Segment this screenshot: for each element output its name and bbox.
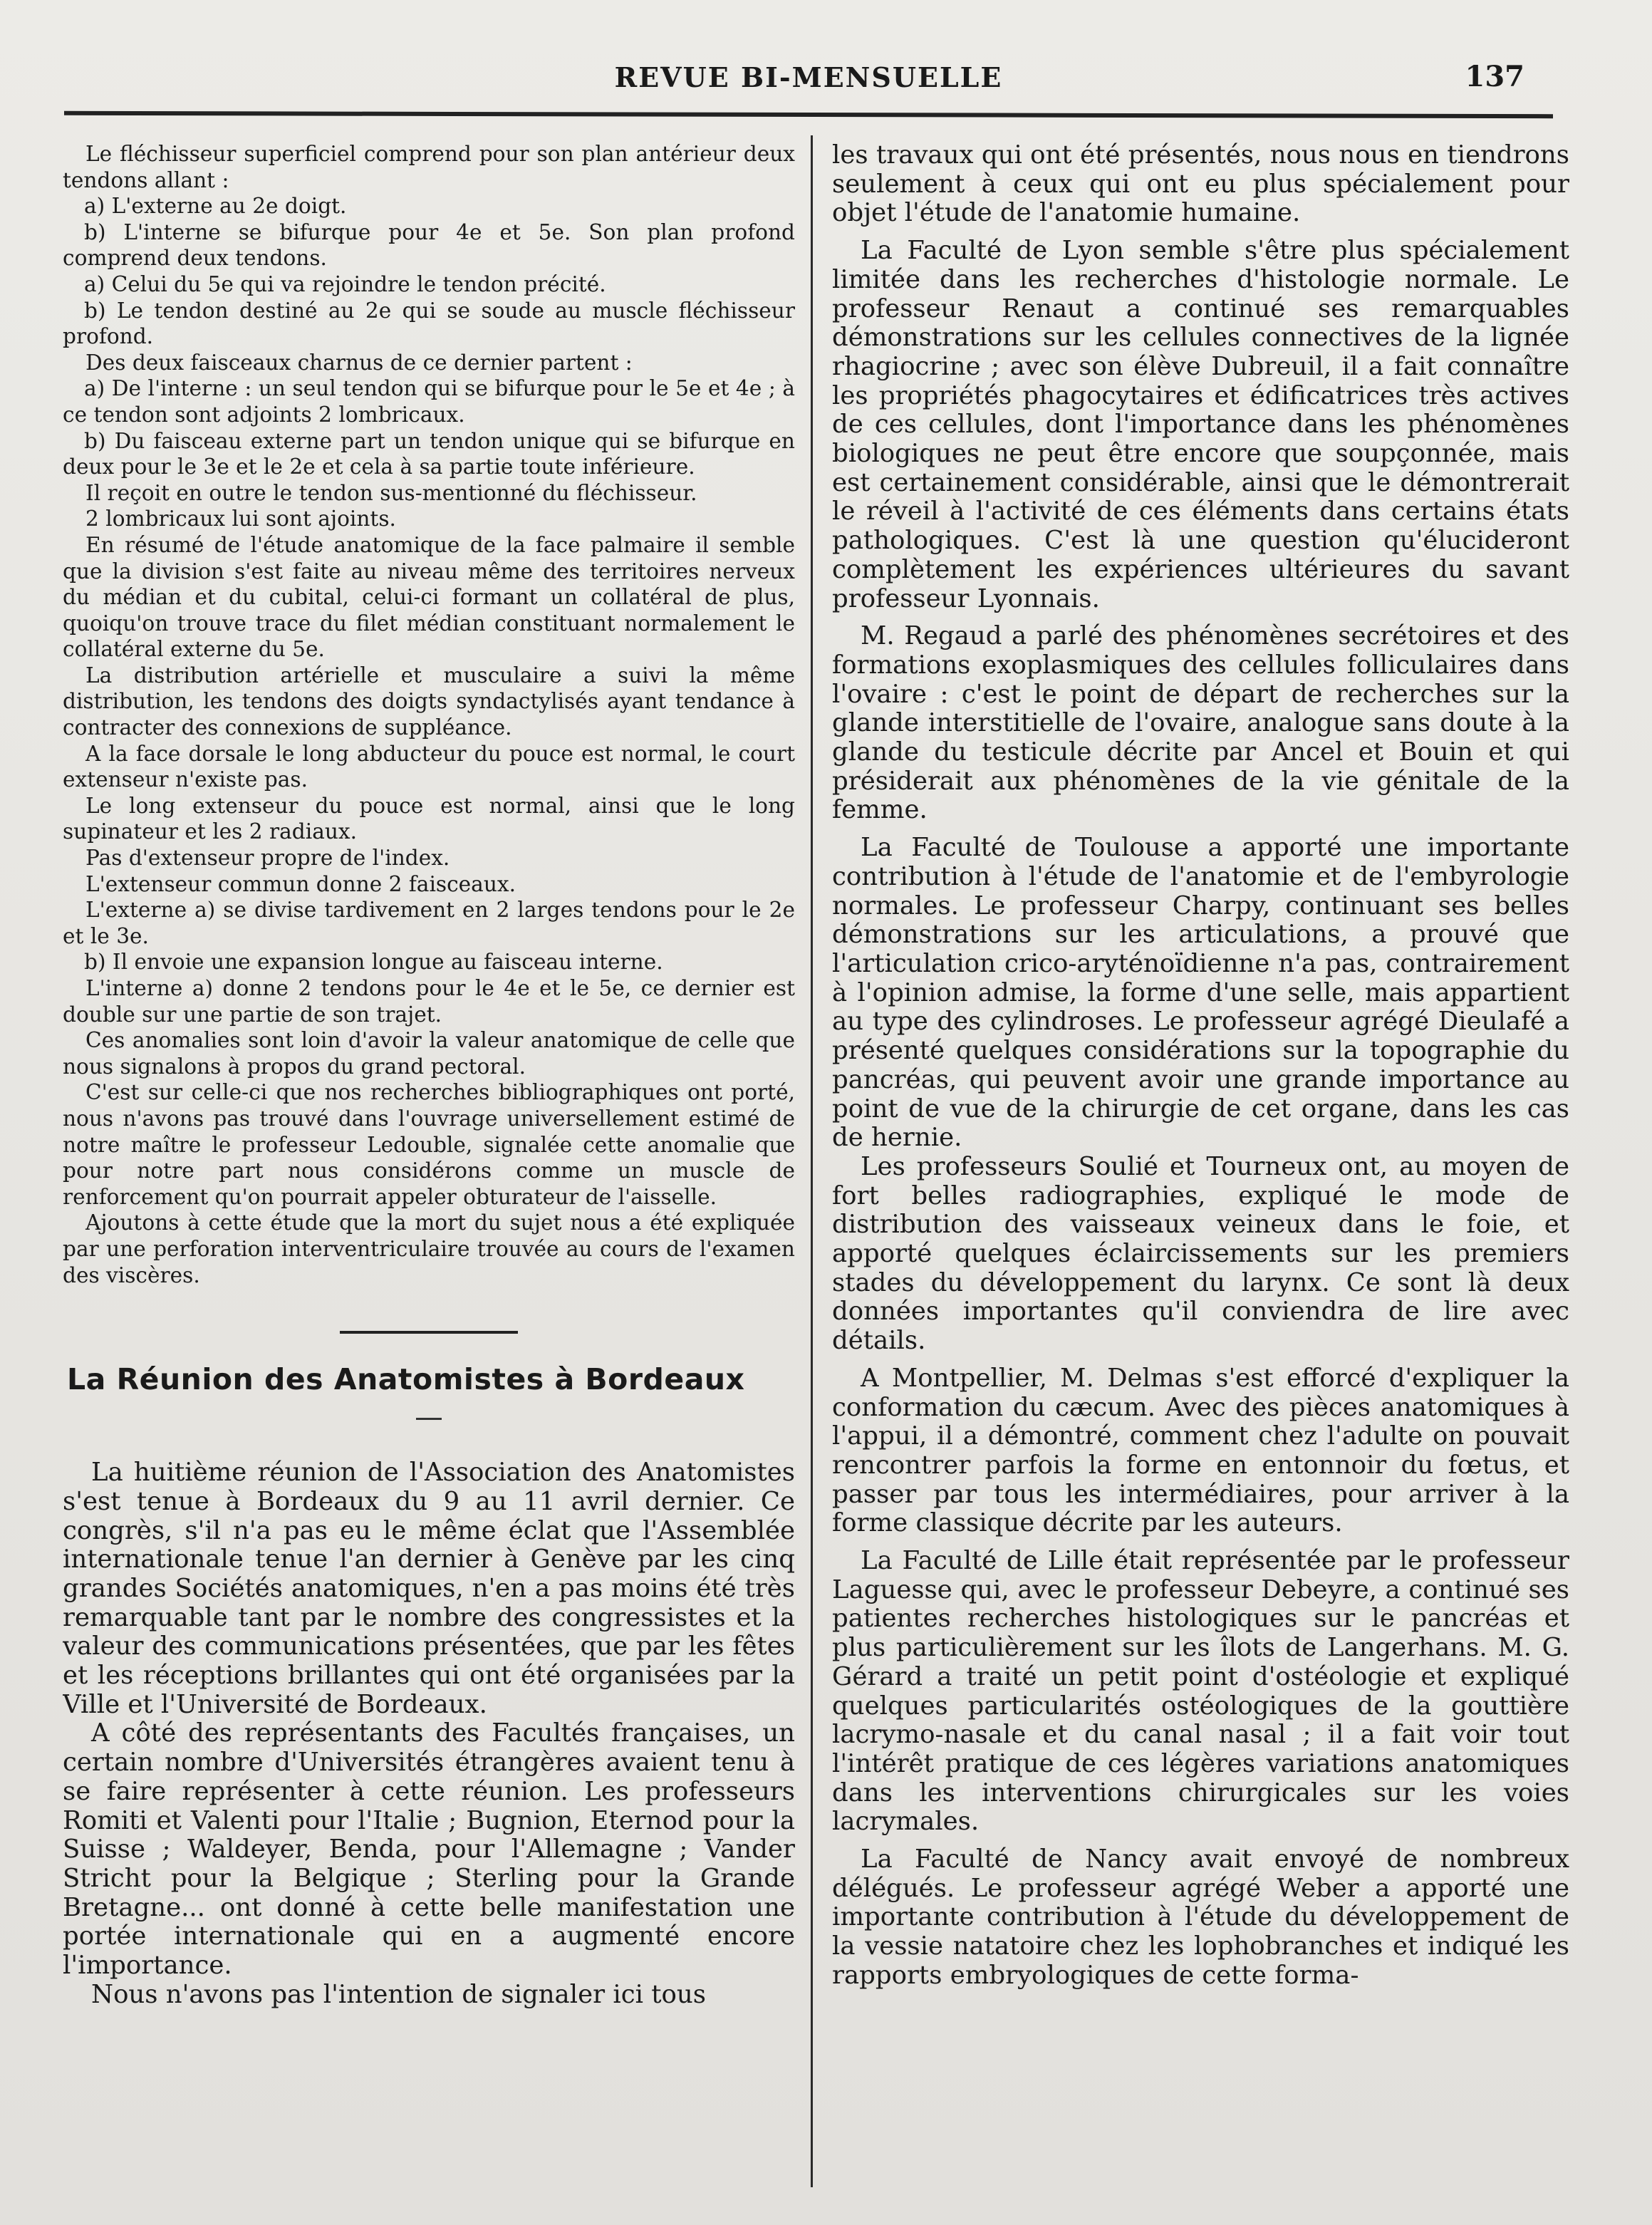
paragraph: La Faculté de Toulouse a apporté une importante contribution à l'étude de l'anatomie et de l'embyrologie normales. Le professeur Charpy, continuant ses belles démonstrations sur les articulations, a prouvé que l'articulation crico-aryténoïdienne n'a pas, contrairement à l'opinion admise, la forme d'une selle, mais appartient au type des cylindroses. Le professeur agrégé Dieulafé a présenté quelques considérations sur la topographie du pancréas, qui peuvent avoir une grande importance au point de vue de la chirurgie de cet organe, dans les cas de hernie. bbox=[832, 833, 1569, 1153]
paragraph: Il reçoit en outre le tendon sus-mentionné du fléchisseur. bbox=[85, 480, 697, 505]
paragraph: A la face dorsale le long abducteur du pouce est normal, le court extenseur n'existe pas. bbox=[63, 741, 795, 792]
paragraph: a) De l'interne : un seul tendon qui se bifurque pour le 5e et 4e ; à ce tendon sont adjoints 2 lombricaux. bbox=[63, 376, 795, 427]
paragraph: La Faculté de Lille était représentée par le professeur Laguesse qui, avec le professeur Debeyre, a continué ses patientes recherches histologiques sur le pancréas et plus particulièrement sur les îlots de Langerhans. M. G. Gérard a traité un petit point d'ostéologie et expliqué quelques particularités ostéologiques de la gouttière lacrymo-nasale et du canal nasal ; il a fait voir tout l'intérêt pratique de ces légères variations anatomiques dans les interventions chirurgicales sur les voies lacrymales. bbox=[832, 1546, 1569, 1837]
header-rule bbox=[64, 111, 1553, 118]
paragraph: M. Regaud a parlé des phénomènes secrétoires et des formations exoplasmiques des cellules folliculaires dans l'ovaire : c'est le point de départ de recherches sur la glande interstitielle de l'ovaire, analogue sans doute à la glande du testicule décrite par Ancel et Bouin et qui présiderait aux phénomènes de la vie génitale de la femme. bbox=[832, 621, 1569, 825]
paragraph: A côté des représentants des Facultés françaises, un certain nombre d'Universités étrangères avaient tenu à se faire représenter à cette réunion. Les professeurs Romiti et Valenti pour l'Italie ; Bugnion, Eternod pour la Suisse ; Waldeyer, Benda, pour l'Allemagne ; Vander Stricht pour la Belgique ; Sterling pour la Grande Bretagne... ont donné à cette belle manifestation une portée internationale qui en a augmenté encore l'importance. bbox=[63, 1718, 795, 1981]
column-divider bbox=[811, 135, 813, 2187]
paragraph: Nous n'avons pas l'intention de signaler ici tous bbox=[91, 1979, 706, 2009]
left-column bbox=[63, 141, 795, 2207]
paragraph: a) L'externe au 2e doigt. bbox=[84, 194, 347, 219]
article-separator bbox=[340, 1331, 518, 1334]
paragraph: b) Du faisceau externe part un tendon unique qui se bifurque en deux pour le 3e et le 2e et cela à sa partie toute inférieure. bbox=[63, 428, 795, 479]
paragraph: La huitième réunion de l'Association des Anatomistes s'est tenue à Bordeaux du 9 au 11 avril dernier. Ce congrès, s'il n'a pas eu le même éclat que l'Assemblée internationale tenue l'an dernier à Genève par les cinq grandes Sociétés anatomiques, n'en a pas moins été très remarquable tant par le nombre des congressistes et la valeur des communications présentées, que par les fêtes et les réceptions brillantes qui ont été organisées par la Ville et l'Université de Bordeaux. bbox=[63, 1458, 795, 1719]
paragraph: Ces anomalies sont loin d'avoir la valeur anatomique de celle que nous signalons à propos du grand pectoral. bbox=[63, 1028, 795, 1079]
paragraph: b) Il envoie une expansion longue au faisceau interne. bbox=[84, 950, 663, 975]
paragraph: A Montpellier, M. Delmas s'est efforcé d'expliquer la conformation du cæcum. Avec des pièces anatomiques à l'appui, il a démontré, comment chez l'adulte on pouvait rencontrer parfois la forme en entonnoir du fœtus, et passer par tous les intermédiaires, pour arriver à la forme classique décrite par les auteurs. bbox=[832, 1363, 1569, 1538]
paragraph: b) Le tendon destiné au 2e qui se soude au muscle fléchisseur profond. bbox=[63, 298, 795, 349]
paragraph: L'interne a) donne 2 tendons pour le 4e et le 5e, ce dernier est double sur une partie de son trajet. bbox=[63, 976, 795, 1027]
section-title: La Réunion des Anatomistes à Bordeaux bbox=[67, 1362, 745, 1397]
paragraph: b) L'interne se bifurque pour 4e et 5e. Son plan profond comprend deux tendons. bbox=[63, 219, 795, 271]
paragraph: La Faculté de Lyon semble s'être plus spécialement limitée dans les recherches d'histologie normale. Le professeur Renaut a continué ses remarquables démonstrations sur les cellules connectives de la lignée rhagiocrine ; avec son élève Dubreuil, il a fait connaître les propriétés phagocytaires et édificatrices très actives de ces cellules, dont l'importance dans les phénomènes biologiques ne peut être encore que soupçonnée, mais est certainement considérable, ainsi que le démontrerait le réveil à l'activité de ces éléments dans certains états pathologiques. C'est là une question qu'élucideront complètement les expériences ultérieures du savant professeur Lyonnais. bbox=[832, 236, 1569, 613]
paragraph: Le fléchisseur superficiel comprend pour son plan antérieur deux tendons allant : bbox=[63, 142, 795, 192]
paragraph: L'externe a) se divise tardivement en 2 larges tendons pour le 2e et le 3e. bbox=[63, 898, 795, 948]
right-column bbox=[832, 141, 1569, 2207]
paragraph: C'est sur celle-ci que nos recherches bibliographiques ont porté, nous n'avons pas trouvé dans l'ouvrage universellement estimé de notre maître le professeur Ledouble, signalée cette anomalie que pour notre part nous considérons comme un muscle de renforcement qu'on pourrait appeler obturateur de l'aisselle. bbox=[63, 1080, 795, 1209]
paragraph: Le long extenseur du pouce est normal, ainsi que le long supinateur et les 2 radiaux. bbox=[63, 793, 795, 844]
paragraph: Pas d'extenseur propre de l'index. bbox=[85, 846, 450, 871]
title-dash bbox=[416, 1418, 442, 1420]
paragraph: Des deux faisceaux charnus de ce dernier partent : bbox=[85, 350, 633, 375]
page-number: 137 bbox=[1465, 60, 1524, 93]
paragraph: les travaux qui ont été présentés, nous nous en tiendrons seulement à ceux qui ont eu plus spécialement pour objet l'étude de l'anatomie humaine. bbox=[832, 141, 1569, 228]
paragraph: Les professeurs Soulié et Tourneux ont, au moyen de fort belles radiographies, expliqué le mode de distribution des vaisseaux veineux dans le foie, et apporté quelques éclaircissements sur les premiers stades du développement du larynx. Ce sont là deux données importantes qu'il conviendra de lire avec détails. bbox=[832, 1151, 1569, 1356]
page-header bbox=[64, 57, 1553, 100]
running-title: REVUE BI-MENSUELLE bbox=[614, 61, 1003, 93]
paragraph: La Faculté de Nancy avait envoyé de nombreux délégués. Le professeur agrégé Weber a apporté une importante contribution à l'étude du développement de la vessie natatoire chez les lophobranches et indiqué les rapports embryologiques de cette forma- bbox=[832, 1845, 1569, 1990]
paragraph: L'extenseur commun donne 2 faisceaux. bbox=[85, 871, 516, 896]
paragraph: 2 lombricaux lui sont ajoints. bbox=[85, 507, 396, 531]
paragraph: En résumé de l'étude anatomique de la face palmaire il semble que la division s'est faite au niveau même des territoires nerveux du médian et du cubital, celui-ci formant un collatéral de plus, quoiqu'on trouve trace du filet médian constituant normalement le collatéral externe du 5e. bbox=[63, 532, 795, 662]
paragraph: Ajoutons à cette étude que la mort du sujet nous a été expliquée par une perforation interventriculaire trouvée au cours de l'examen des viscères. bbox=[63, 1210, 795, 1287]
paragraph: a) Celui du 5e qui va rejoindre le tendon précité. bbox=[84, 271, 606, 296]
paragraph: La distribution artérielle et musculaire a suivi la même distribution, les tendons des doigts syndactylisés ayant tendance à contracter des connexions de suppléance. bbox=[63, 663, 795, 740]
